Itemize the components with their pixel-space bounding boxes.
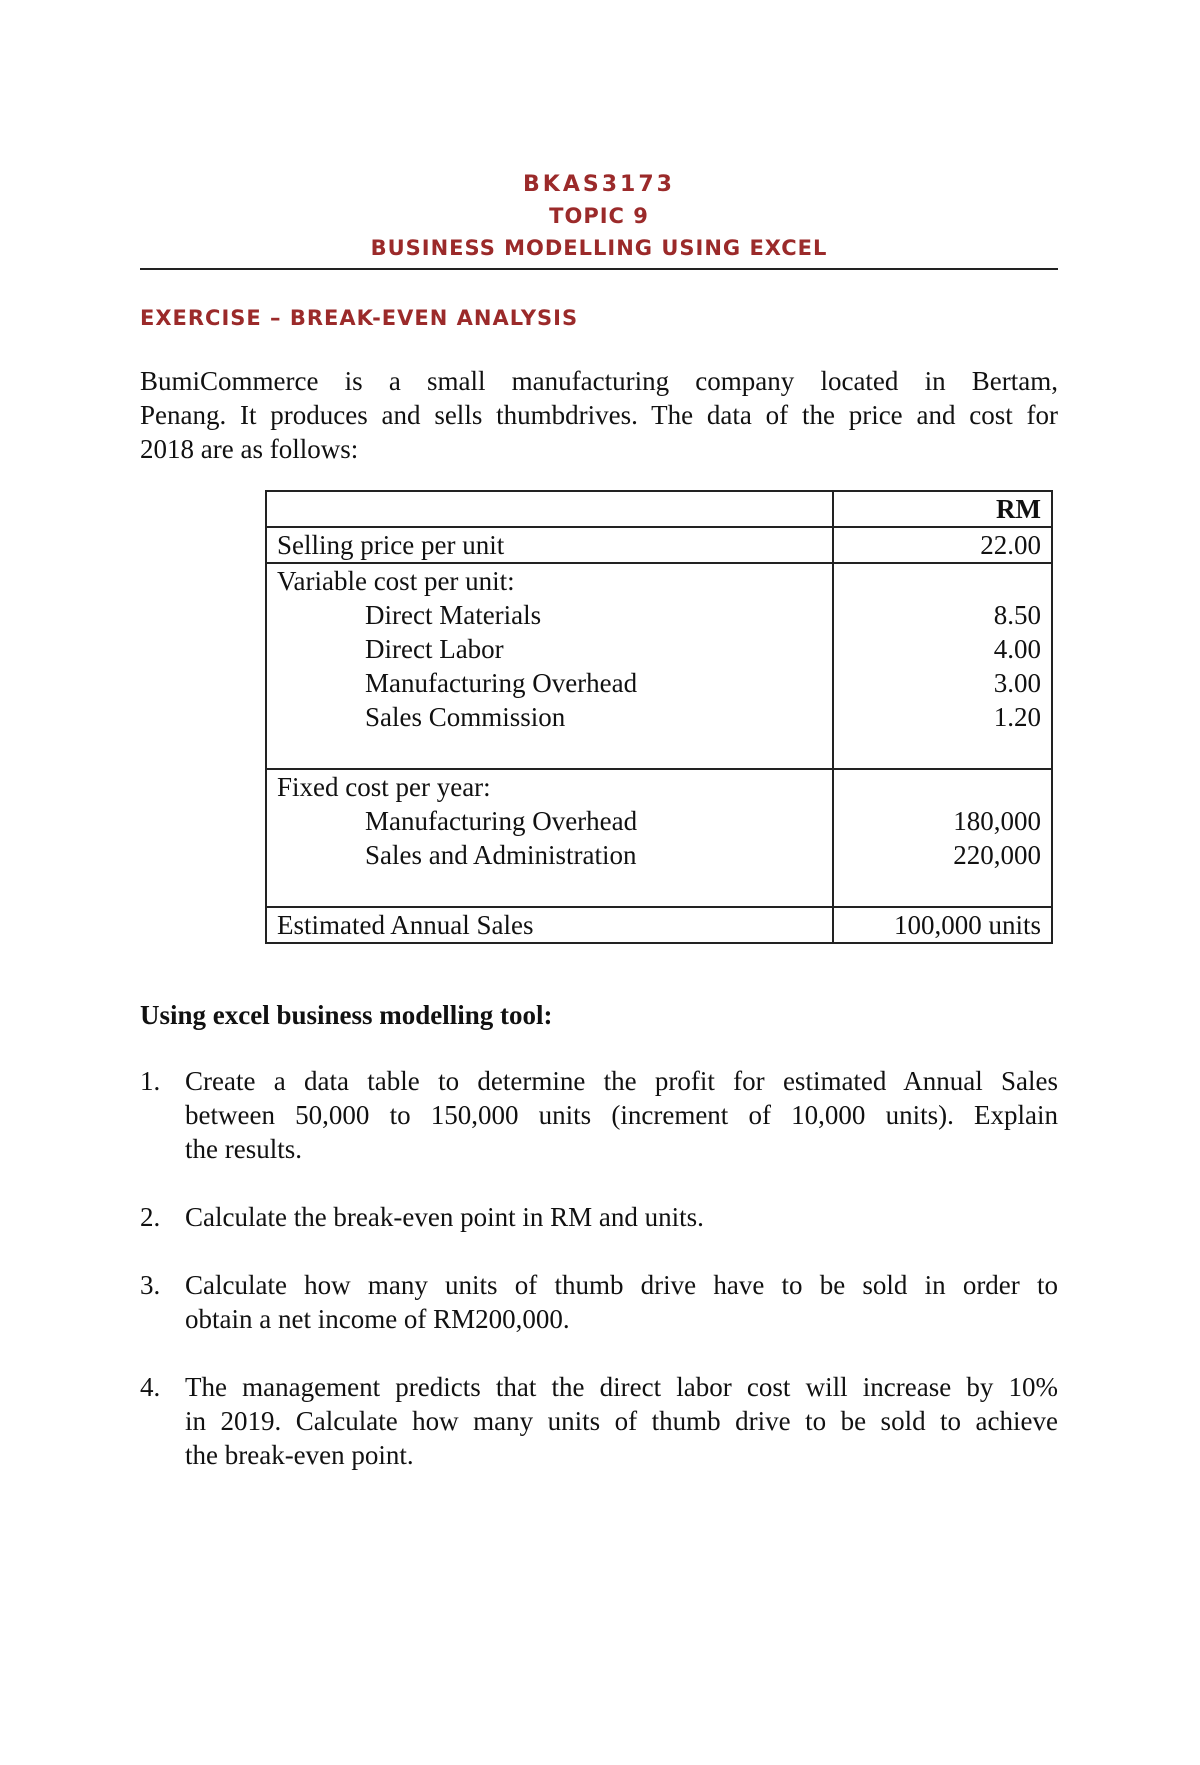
course-code: BKAS3173	[523, 172, 675, 197]
table-row	[266, 563, 1052, 769]
topic-title: BUSINESS MODELLING USING EXCEL	[370, 236, 828, 260]
list-item	[140, 1200, 1058, 1234]
variable-item-value: 3.00	[993, 668, 1041, 698]
fixed-cost-cell	[266, 769, 833, 907]
table-row	[266, 907, 1052, 943]
fixed-cost-values	[833, 769, 1052, 907]
task-number: 2.	[140, 1202, 161, 1232]
annual-sales-label: Estimated Annual Sales	[266, 907, 833, 943]
variable-item-label: Manufacturing Overhead	[365, 668, 638, 698]
selling-price-label: Selling price per unit	[266, 527, 833, 563]
annual-sales-value: 100,000 units	[833, 907, 1052, 943]
list-item	[140, 1370, 1058, 1472]
variable-item-value: 1.20	[993, 702, 1041, 732]
list-item	[140, 1064, 1058, 1166]
table-header-row	[266, 491, 1052, 527]
task-line: the results.	[185, 1134, 302, 1164]
fixed-item-label: Manufacturing Overhead	[365, 806, 638, 836]
task-line: Create a data table to determine the profit for estimated Annual Sales	[185, 1066, 1058, 1096]
task-number: 4.	[140, 1372, 161, 1402]
variable-item-label: Sales Commission	[365, 702, 566, 732]
tasks-heading: Using excel business modelling tool:	[140, 1000, 553, 1030]
variable-cost-values	[833, 563, 1052, 769]
task-line: Calculate the break-even point in RM and units.	[185, 1202, 704, 1232]
exercise-title: EXERCISE – BREAK-EVEN ANALYSIS	[140, 306, 579, 330]
intro-line: 2018 are as follows:	[140, 434, 359, 464]
fixed-item-label: Sales and Administration	[365, 840, 637, 870]
task-number: 3.	[140, 1270, 161, 1300]
list-item	[140, 1268, 1058, 1336]
task-number: 1.	[140, 1066, 161, 1096]
task-line: the break-even point.	[185, 1440, 414, 1470]
table-cell	[266, 491, 833, 527]
header-divider	[140, 268, 1058, 270]
task-line: obtain a net income of RM200,000.	[185, 1304, 570, 1334]
task-line: between 50,000 to 150,000 units (increment of 10,000 units). Explain	[185, 1100, 1058, 1130]
selling-price-value: 22.00	[833, 527, 1052, 563]
intro-paragraph	[140, 364, 1058, 466]
task-line: The management predicts that the direct labor cost will increase by 10%	[185, 1372, 1058, 1402]
fixed-cost-label: Fixed cost per year:	[277, 772, 491, 802]
fixed-item-value: 180,000	[953, 806, 1041, 836]
cost-table	[265, 490, 1053, 944]
table-row	[266, 769, 1052, 907]
variable-item-label: Direct Materials	[365, 600, 542, 630]
intro-line: Penang. It produces and sells thumbdrives. The data of the price and cost for	[140, 400, 1058, 430]
variable-item-value: 8.50	[993, 600, 1041, 630]
variable-item-label: Direct Labor	[365, 634, 504, 664]
variable-item-value: 4.00	[993, 634, 1041, 664]
fixed-item-value: 220,000	[953, 840, 1041, 870]
variable-cost-label: Variable cost per unit:	[277, 566, 515, 596]
variable-cost-cell	[266, 563, 833, 769]
table-row	[266, 527, 1052, 563]
intro-line: BumiCommerce is a small manufacturing company located in Bertam,	[140, 366, 1058, 396]
currency-header: RM	[833, 491, 1052, 527]
task-line: in 2019. Calculate how many units of thumb drive to be sold to achieve	[185, 1406, 1058, 1436]
task-list	[140, 1064, 1058, 1506]
topic-label: TOPIC 9	[549, 204, 649, 228]
task-line: Calculate how many units of thumb drive have to be sold in order to	[185, 1270, 1058, 1300]
